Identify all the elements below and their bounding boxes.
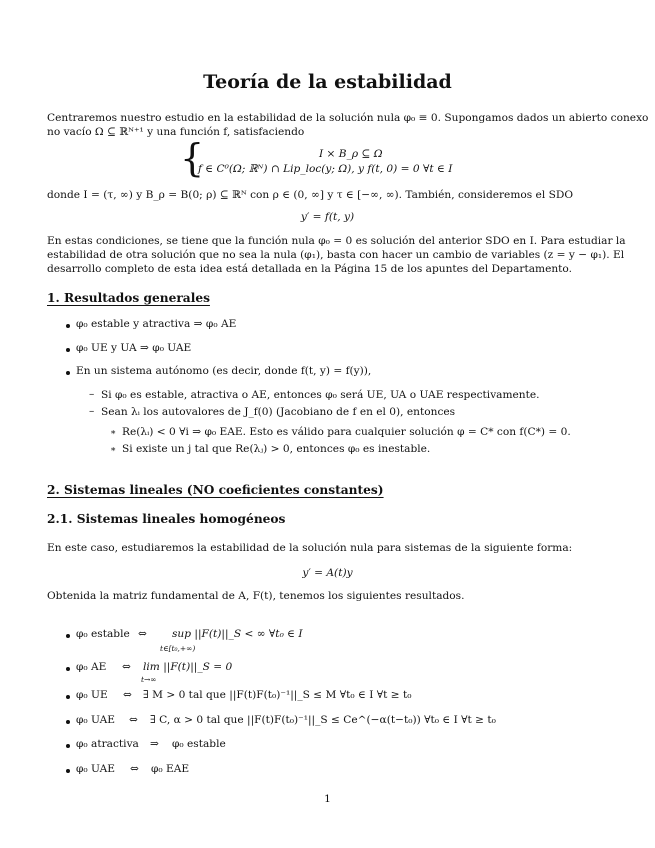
result-item: φ₀ UE y UA ⇒ φ₀ UAE <box>76 342 192 354</box>
bullet <box>66 695 70 699</box>
intro-line-5: estabilidad de otra solución que no sea la nula (φ₁), basta con hacer un cambio de variables (z = y − φ₁). El <box>47 249 625 261</box>
intro-line-4: En estas condiciones, se tiene que la función nula φ₀ = 0 es solución del anterior SDO en I. Para estudiar la <box>47 235 626 247</box>
bullet <box>66 371 70 375</box>
sub-item: Sean λᵢ los autovalores de J_f(0) (Jacobiano de f en el 0), entonces <box>101 406 456 418</box>
page-title: Teoría de la estabilidad <box>203 71 452 93</box>
intro-line-3: donde I = (τ, ∞) y B_ρ = B(0; ρ) ⊆ ℝᴺ con ρ ∈ (0, ∞] y τ ∈ [−∞, ∞). También, consideremos el SDO <box>47 189 574 201</box>
section-2-line-1: En este caso, estudiaremos la estabilidad de la solución nula para sistemas de la siguiente forma: <box>47 542 573 554</box>
dash-marker: – <box>89 388 95 400</box>
system-line-1: I × B_ρ ⊆ Ω <box>319 148 383 160</box>
result-rhs: ∃ C, α > 0 tal que ||F(t)F(t₀)⁻¹||_S ≤ Ce^(−α(t−t₀)) ∀t₀ ∈ I ∀t ≥ t₀ <box>150 714 496 726</box>
result-limit-subscript: t∈[t₀,+∞) <box>160 644 196 653</box>
star-marker: ∗ <box>110 445 117 455</box>
result-rhs: φ₀ estable <box>172 738 226 750</box>
result-operator: ⇔ <box>123 689 132 701</box>
bullet <box>66 667 70 671</box>
result-lhs: φ₀ UE <box>76 689 108 701</box>
star-marker: ∗ <box>110 428 117 438</box>
sub-item: Si φ₀ es estable, atractiva o AE, entonces φ₀ será UE, UA o UAE respectivamente. <box>101 389 540 401</box>
section-1-heading: 1. Resultados generales <box>47 291 210 305</box>
system-line-2: f ∈ C⁰(Ω; ℝᴺ) ∩ Lip_loc(y; Ω), y f(t, 0) = 0 ∀t ∈ I <box>198 163 453 175</box>
bullet <box>66 720 70 724</box>
dash-marker: – <box>89 405 95 417</box>
result-lhs: φ₀ AE <box>76 661 107 673</box>
result-operator: ⇒ <box>150 738 159 750</box>
bullet <box>66 744 70 748</box>
result-lhs: φ₀ UAE <box>76 763 116 775</box>
result-operator: ⇔ <box>122 661 131 673</box>
result-rhs: lim ||F(t)||_S = 0 <box>143 661 233 673</box>
result-lhs: φ₀ estable <box>76 628 130 640</box>
result-lhs: φ₀ UAE <box>76 714 116 726</box>
subsection-heading: 2.1. Sistemas lineales homogéneos <box>47 512 286 526</box>
intro-line-1: Centraremos nuestro estudio en la estabilidad de la solución nula φ₀ ≡ 0. Supongamos dados un abierto conexo <box>47 112 649 124</box>
result-rhs: ∃ M > 0 tal que ||F(t)F(t₀)⁻¹||_S ≤ M ∀t₀ ∈ I ∀t ≥ t₀ <box>143 689 412 701</box>
system-brace: { <box>180 136 205 180</box>
result-lhs: φ₀ atractiva <box>76 738 139 750</box>
result-operator: ⇔ <box>138 628 147 640</box>
page-number: 1 <box>324 793 331 805</box>
result-item: En un sistema autónomo (es decir, donde f(t, y) = f(y)), <box>76 365 372 377</box>
subsub-item: Si existe un j tal que Re(λⱼ) > 0, entonces φ₀ es inestable. <box>122 443 431 455</box>
intro-line-2: no vacío Ω ⊆ ℝᴺ⁺¹ y una función f, satisfaciendo <box>47 126 305 138</box>
result-item: φ₀ estable y atractiva ⇒ φ₀ AE <box>76 318 237 330</box>
sdo-equation: y′ = f(t, y) <box>300 211 355 223</box>
bullet <box>66 769 70 773</box>
bullet <box>66 348 70 352</box>
intro-line-6: desarrollo completo de esta idea está detallada en la Página 15 de los apuntes del Departamento. <box>47 263 572 275</box>
result-limit-subscript: t→∞ <box>141 675 157 684</box>
linear-system-equation: y′ = A(t)y <box>302 567 353 579</box>
bullet <box>66 324 70 328</box>
result-rhs: sup ||F(t)||_S < ∞ ∀t₀ ∈ I <box>172 628 303 640</box>
result-operator: ⇔ <box>129 714 138 726</box>
subsub-item: Re(λᵢ) < 0 ∀i ⇒ φ₀ EAE. Esto es válido para cualquier solución φ = C* con f(C*) = 0. <box>122 426 571 438</box>
result-operator: ⇔ <box>130 763 139 775</box>
section-2-heading: 2. Sistemas lineales (NO coeficientes constantes) <box>47 483 384 497</box>
section-2-line-2: Obtenida la matriz fundamental de A, F(t), tenemos los siguientes resultados. <box>47 590 465 602</box>
bullet <box>66 634 70 638</box>
result-rhs: φ₀ EAE <box>151 763 190 775</box>
